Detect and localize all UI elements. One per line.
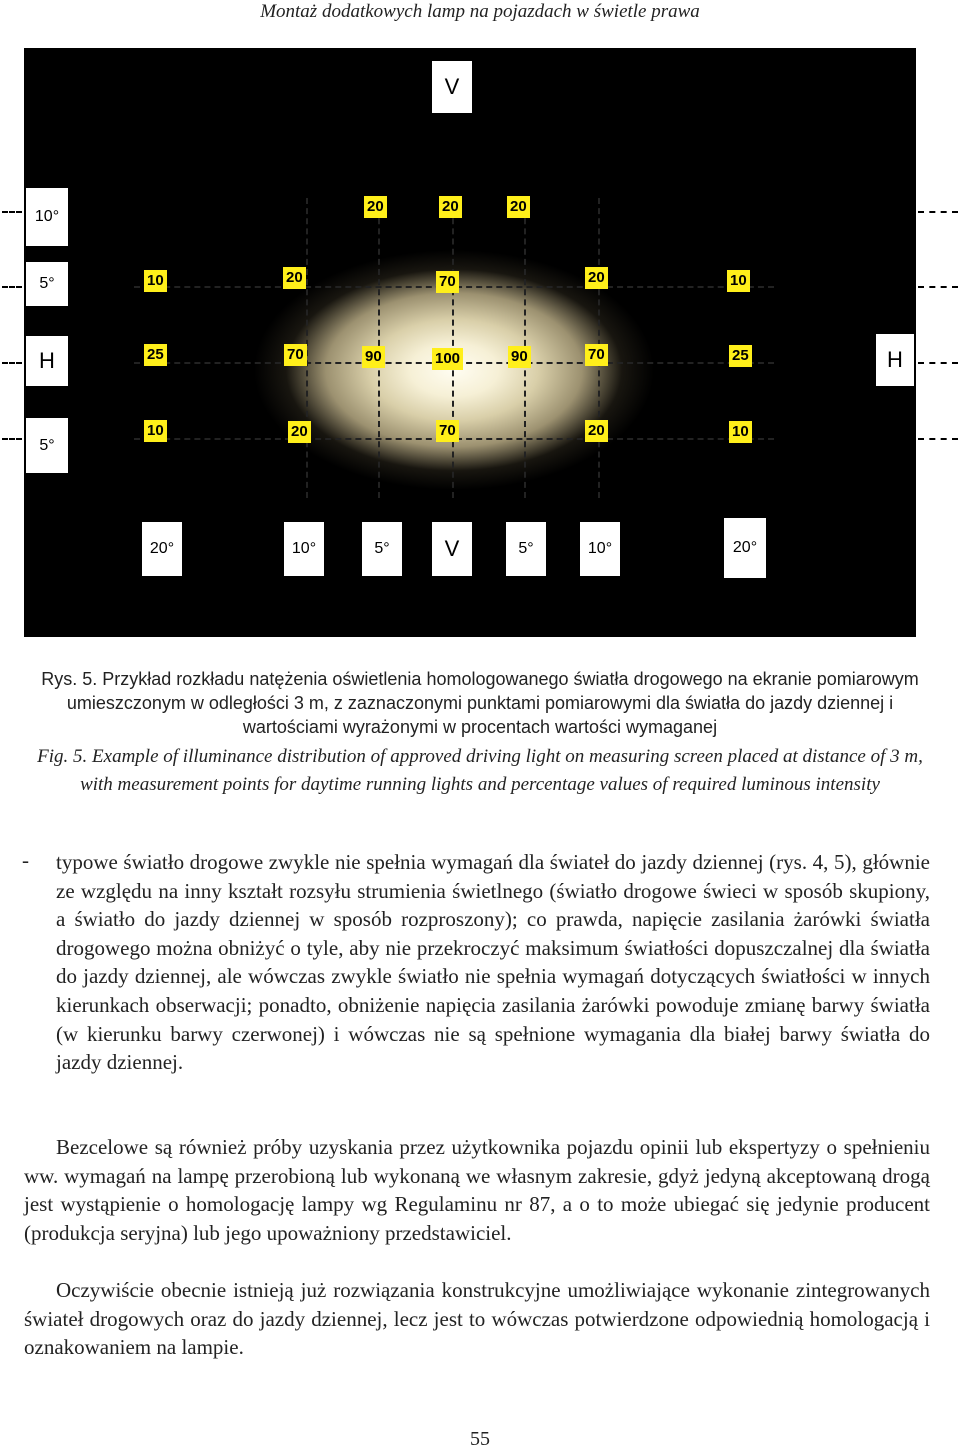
measurement-value: 20	[364, 196, 387, 218]
measurement-value: 10	[727, 270, 750, 292]
measurement-value: 20	[283, 267, 306, 289]
angle-label-10-bottom-right: 10°	[580, 522, 620, 576]
angle-label-20-left: 20°	[142, 522, 182, 576]
measurement-value: 70	[284, 344, 307, 366]
outer-dash-line	[2, 286, 22, 288]
angle-label-5-bottom-left: 5°	[362, 522, 402, 576]
outer-dash-line	[2, 211, 22, 213]
measurement-value: 70	[436, 271, 459, 293]
list-bullet-dash: -	[22, 848, 29, 872]
page-number: 55	[470, 1428, 490, 1450]
outer-dash-line	[2, 438, 22, 440]
measuring-screen-figure	[24, 48, 916, 637]
body-paragraph-3: Oczywiście obecnie istnieją już rozwiązania konstrukcyjne umożliwiające wykonanie zintegrowanych świateł drogowych oraz do jazdy dziennej, lecz jest to wówczas potwierdzone odpowiednią homologacją i oznakowaniem na lampie.	[24, 1278, 930, 1360]
angle-label-5-down-left: 5°	[26, 418, 68, 473]
v-axis-label-top: V	[432, 61, 472, 113]
angle-label-5-up-left: 5°	[26, 262, 68, 306]
outer-dash-line	[918, 286, 958, 288]
outer-dash-line	[2, 362, 22, 364]
measurement-value: 90	[508, 346, 531, 368]
measurement-value: 25	[144, 344, 167, 366]
outer-dash-line	[918, 211, 958, 213]
body-paragraph-1: typowe światło drogowe zwykle nie spełnia wymagań dla świateł do jazdy dziennej (rys. 4, 5), głównie ze względu na inny kształt rozsyłu strumienia świetlnego (światło drogowe świeci w sposób skupiony, a światło do jazdy dziennej w sposób rozproszony); co prawda, napięcie zasilania żarówki światła drogowego można obniżyć o tyle, aby nie przekroczyć maksimum światłości dopuszczalnej dla światła do jazdy dziennej, ale wówczas zwykle światło nie spełnia wymagań dotyczących światłości w innych kierunkach obserwacji; ponadto, obniżenie napięcia zasilania żarówki powoduje zmianę barwy światła (w kierunku barwy czerwonej) i wówczas nie są spełnione wymagania dla białej barwy światła do jazdy dziennej.	[56, 850, 930, 1075]
measurement-value: 70	[585, 344, 608, 366]
running-header: Montaż dodatkowych lamp na pojazdach w świetle prawa	[260, 1, 700, 22]
angle-label-10-bottom-left: 10°	[284, 522, 324, 576]
measurement-value: 20	[288, 421, 311, 443]
measurement-value: 20	[585, 267, 608, 289]
body-paragraph-2: Bezcelowe są również próby uzyskania przez użytkownika pojazdu opinii lub ekspertyzy o spełnieniu ww. wymagań na lampę przerobioną lub wykonaną we własnym zakresie, gdyż jedyną akceptowaną drogą jest wystąpienie o homologację lampy wg Regulaminu nr 87, a o to może ubiegać się jedynie producent (produkcja seryjna) lub jego upoważniony przedstawiciel.	[24, 1135, 930, 1245]
v-axis-label-bottom: V	[432, 522, 472, 576]
measurement-value: 100	[432, 348, 463, 370]
angle-label-5-bottom-right: 5°	[506, 522, 546, 576]
measurement-value: 10	[729, 421, 752, 443]
measurement-value: 90	[362, 346, 385, 368]
measurement-value: 70	[436, 420, 459, 442]
outer-dash-line	[918, 362, 958, 364]
measurement-value: 20	[585, 420, 608, 442]
figure-caption-polish: Rys. 5. Przykład rozkładu natężenia oświetlenia homologowanego światła drogowego na ekranie pomiarowym umieszczonym w odległości 3 m, z zaznaczonymi punktami pomiarowymi dla światła do jazdy dziennej i wartościami wyrażonymi w procentach wartości wymaganej	[41, 669, 919, 737]
measurement-value: 25	[729, 345, 752, 367]
angle-label-10-left: 10°	[26, 188, 68, 246]
measurement-value: 20	[439, 196, 462, 218]
measurement-value: 10	[144, 270, 167, 292]
measurement-value: 20	[507, 196, 530, 218]
figure-caption-english: Fig. 5. Example of illuminance distribution of approved driving light on measuring screen placed at distance of 3 m, with measurement points for daytime running lights and percentage values of required luminous intensity	[37, 746, 923, 795]
outer-dash-line	[918, 438, 958, 440]
h-axis-label-right: H	[876, 334, 914, 386]
measurement-value: 10	[144, 420, 167, 442]
h-axis-label-left: H	[26, 336, 68, 386]
angle-label-20-right: 20°	[724, 518, 766, 578]
